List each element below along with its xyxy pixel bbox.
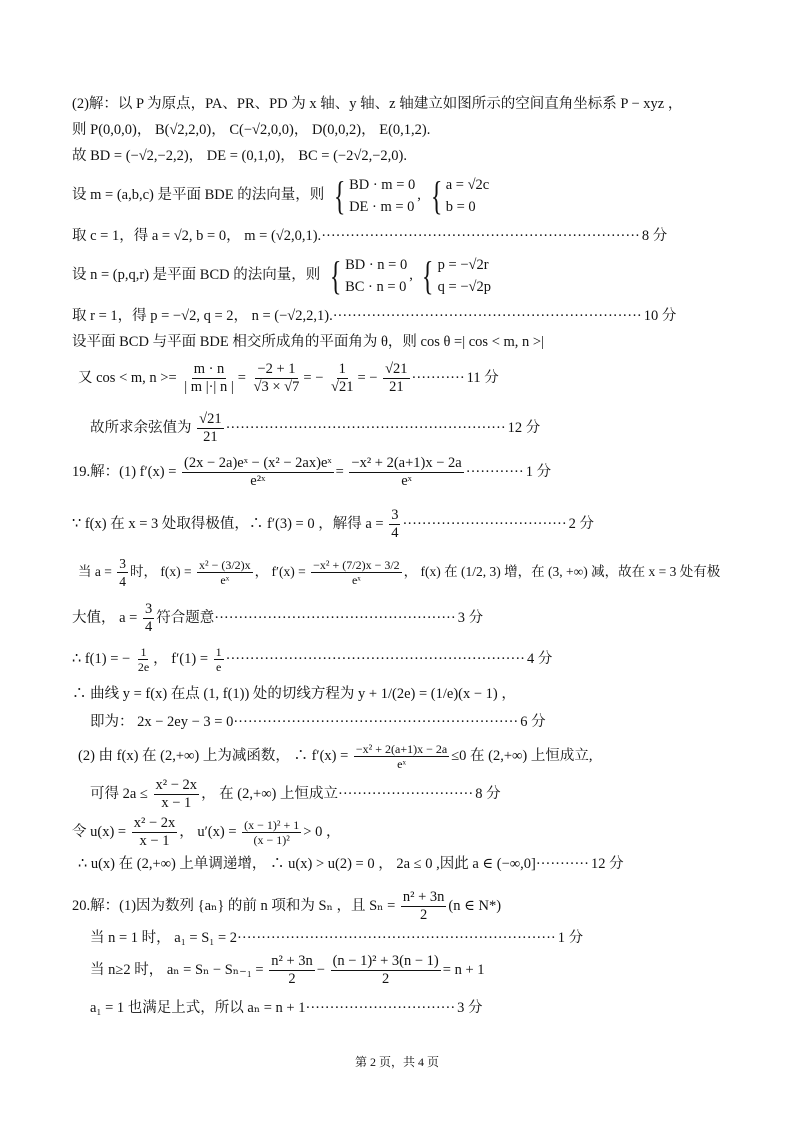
fraction (197, 411, 223, 446)
score-label: 12 分 (590, 856, 624, 872)
s18-line-4-text: 设 m = (a,b,c) 是平面 BDE 的法向量，则 (72, 187, 325, 203)
frac-den: 2 (420, 907, 428, 924)
s18-line-10: 故所求余弦值为 $\frac{√21}{21}$ ·························································· 12 分 (90, 411, 541, 446)
s19-line-3-text: f(x) = (160, 564, 192, 579)
s20-line-3-text: − (316, 962, 325, 978)
frac-den: eˣ (220, 573, 230, 588)
s20-line-4-text: a₁ = 1 也满足上式，所以 aₙ = n + 1 (90, 1000, 306, 1016)
s19-line-10-text: ， u′(x) = (179, 824, 237, 840)
fraction (401, 889, 447, 924)
frac-num: 1 (140, 645, 147, 660)
s20-line-1-text: 20.解：(1)因为数列 {aₙ} 的前 n 项和为 Sₙ ，且 Sₙ = (72, 898, 396, 914)
fraction (331, 953, 441, 988)
s20-line-1 (72, 886, 501, 926)
frac-den: √3 × √7 (253, 379, 300, 396)
score-label: 1 分 (525, 464, 552, 480)
frac-num: x² − (3/2)x (198, 558, 251, 573)
frac-den: eˣ (397, 757, 406, 772)
frac-num: (n − 1)² + 3(n − 1) (332, 953, 439, 970)
s18-line-3: 故 BD = (−√2,−2,2)， DE = (0,1,0)， BC = (−2√2,−2,0). (72, 148, 407, 164)
frac-num: −x² + 2(a+1)x − 2a (351, 455, 462, 472)
frac-num: 1 (215, 645, 222, 660)
s18-line-6: 设 n = (p,q,r) 是平面 BCD 的法向量，则 { BD · n = 0 BC · n = 0 , { p = −√2r q = −√2p (72, 252, 491, 298)
frac-num: n² + 3n (271, 953, 313, 970)
s19-line-4-text: 符合题意 (156, 610, 215, 626)
s18-line-5: 取 c = 1，得 a = √2, b = 0， m = (√2,0,1).·································································· 8 分 (72, 228, 668, 244)
score-label: 2 分 (568, 516, 595, 532)
frac-den: x − 1 (161, 795, 192, 812)
page-footer: 第 2 页，共 4 页 (354, 1055, 439, 1069)
frac-den: 2 (288, 971, 296, 988)
fraction (311, 558, 402, 587)
frac-num: −2 + 1 (257, 361, 296, 378)
s18-line-7-text: 取 r = 1，得 p = −√2, q = 2， n = (−√2,2,1). (72, 308, 333, 324)
fraction (242, 818, 301, 847)
frac-den: (x − 1)² (253, 833, 290, 848)
fraction (269, 953, 315, 988)
eq-row: DE · m = 0 (349, 198, 415, 215)
s19-line-9-text: ， 在 (2,+∞) 上恒成立 (201, 786, 338, 802)
frac-den: 2e (137, 660, 150, 675)
s19-line-11: ∴ u(x) 在 (2,+∞) 上单调递增， ∴ u(x) > u(2) = 0 ， 2a ≤ 0 ,因此 a ∈ (−∞,0]··········· 12 分 (78, 856, 624, 872)
frac-den: 4 (391, 525, 399, 542)
s18-line-10-text: 故所求余弦值为 (90, 420, 192, 436)
score-label: 8 分 (475, 786, 501, 802)
fraction (132, 815, 178, 850)
frac-num: √21 (199, 411, 222, 428)
s19-line-10 (72, 812, 340, 852)
s19-line-4: 大值， a = $\frac{3}{4}$ 符合题意·················································· 3 分 (72, 601, 484, 636)
score-label: 4 分 (527, 651, 553, 667)
s19-line-3 (78, 552, 720, 592)
frac-num: (2x − 2a)eˣ − (x² − 2ax)eˣ (184, 455, 332, 472)
s18-line-8: 设平面 BCD 与平面 BDE 相交所成角的平面角为 θ，则 cos θ =| cos < m, n >| (72, 334, 544, 350)
s20-line-2-text: 当 n = 1 时， a₁ = S₁ = 2 (90, 930, 238, 946)
s19-line-2-text: ∵ f(x) 在 x = 3 处取得极值，∴ f′(3) = 0 ，解得 a = (72, 516, 384, 532)
frac-num: −x² + (7/2)x − 3/2 (313, 558, 400, 573)
s20-line-3-text: 当 n≥2 时， aₙ = Sₙ − Sₙ₋₁ = (90, 962, 264, 978)
eq-row: BD · m = 0 (349, 176, 416, 193)
frac-den: | m |·| n | (184, 379, 234, 396)
s19-line-5: ∴ f(1) = − $\frac{1}{2e}$ ， f′(1) = $\frac{1}{e}$ ······························································ 4 分 (72, 645, 553, 675)
frac-den: eˣ (401, 473, 412, 490)
s19-line-2: ∵ f(x) 在 x = 3 处取得极值，∴ f′(3) = 0 ，解得 a = $\frac{3}{4}$ ·································· 2 分 (72, 507, 595, 542)
fraction (182, 361, 235, 396)
frac-den: 4 (119, 574, 126, 590)
s19-line-5-text: ∴ f(1) = − (72, 651, 131, 667)
s19-line-3-text: ， f′(x) = (254, 564, 306, 579)
frac-den: √21 (331, 379, 354, 396)
s18-line-9-text: 又 cos < m, n >= (78, 370, 177, 386)
fraction (117, 555, 128, 590)
s20-line-4: a₁ = 1 也满足上式，所以 aₙ = n + 1······························· 3 分 (90, 1000, 483, 1016)
s18-line-7: 取 r = 1，得 p = −√2, q = 2， n = (−√2,2,1).································································ 10 分 (72, 308, 677, 324)
s19-line-11-text: ∴ u(x) 在 (2,+∞) 上单调递增， ∴ u(x) > u(2) = 0 ， 2a ≤ 0 ,因此 a ∈ (−∞,0] (78, 856, 536, 872)
score-label: 10 分 (643, 308, 677, 324)
frac-den: 2 (382, 971, 390, 988)
s18-line-4: 设 m = (a,b,c) 是平面 BDE 的法向量，则 { BD · m = 0 DE · m = 0 , { a = √2c b = 0 (72, 172, 490, 218)
s20-line-2: 当 n = 1 时， a₁ = S₁ = 2·································································· 1 分 (90, 930, 584, 946)
eq-row: a = √2c (445, 176, 490, 193)
score-label: 12 分 (507, 420, 541, 436)
eq-row: BD · n = 0 (345, 256, 408, 273)
frac-num: (x − 1)² + 1 (244, 818, 300, 833)
s19-line-1: 19.解：(1) f′(x) = $\frac{\text{(2x − 2a)eˣ − (x² − 2ax)eˣ}}{\text{e²ˣ}}$ = $\frac{\text{−x² + 2(a+1)x − 2a}}{\text{eˣ}}$ ············ 1 分 (72, 455, 552, 490)
frac-num: m · n (193, 361, 225, 378)
score-label: 1 分 (557, 930, 584, 946)
fraction (354, 742, 449, 771)
eq-row: q = −√2p (437, 278, 491, 295)
s18-line-1: (2)解：以 P 为原点，PA、PR、PD 为 x 轴、y 轴、z 轴建立如图所示的空间直角坐标系 P − xyz ， (72, 96, 683, 112)
s19-line-9: 可得 2a ≤ $\frac{\text{x² − 2x}}{x - 1}$ ， 在 (2,+∞) 上恒成立···························· 8 分 (90, 777, 501, 812)
score-label: 8 分 (641, 228, 668, 244)
s19-line-3-text: ， f(x) 在 (1/2, 3) 增，在 (3, +∞) 减，故在 x = 3 处有极 (403, 564, 721, 579)
fraction (329, 361, 355, 396)
s19-line-8-text: ≤0 在 (2,+∞) 上恒成立, (451, 748, 593, 764)
s20-line-1-text: (n ∈ N*) (448, 898, 502, 914)
s19-line-10-text: 令 u(x) = (72, 824, 127, 840)
frac-den: eˣ (351, 573, 361, 588)
equation-system-1: { BD · m = 0 DE · m = 0 (333, 172, 416, 218)
frac-num: x² − 2x (133, 815, 176, 832)
fraction (383, 361, 409, 396)
s19-line-8-text: (2) 由 f(x) 在 (2,+∞) 上为减函数， ∴ f′(x) = (78, 748, 349, 764)
equation-system-3: { BD · n = 0 BC · n = 0 (329, 252, 408, 298)
fraction (182, 455, 334, 490)
score-label: 3 分 (457, 1000, 483, 1016)
frac-num: 3 (119, 556, 126, 572)
frac-den: 21 (389, 379, 404, 396)
s20-line-3-text: = n + 1 (442, 962, 485, 978)
s18-line-2: 则 P(0,0,0)， B(√2,2,0)， C(−√2,0,0)， D(0,0,2)， E(0,1,2). (72, 122, 431, 138)
s19-line-6: ∴ 曲线 y = f(x) 在点 (1, f(1)) 处的切线方程为 y + 1/(2e) = (1/e)(x − 1) ， (72, 686, 516, 702)
fraction (349, 455, 463, 490)
frac-num: n² + 3n (402, 889, 445, 906)
frac-num: √21 (385, 361, 408, 378)
frac-den: 21 (203, 429, 218, 446)
frac-num: 3 (391, 507, 399, 524)
fraction (389, 507, 400, 542)
s19-line-10-text: > 0 ， (303, 824, 341, 840)
score-label: 11 分 (466, 370, 499, 386)
fraction (197, 558, 253, 587)
frac-den: x − 1 (139, 833, 170, 850)
s19-line-9-text: 可得 2a ≤ (90, 786, 148, 802)
frac-den: e²ˣ (250, 473, 266, 490)
frac-den: e (215, 660, 222, 675)
s18-line-5-text: 取 c = 1，得 a = √2, b = 0， m = (√2,0,1). (72, 228, 322, 244)
fraction (154, 777, 200, 812)
eq-row: p = −√2r (437, 256, 489, 273)
equation-system-4: { p = −√2r q = −√2p (422, 252, 491, 298)
s19-line-3-text: 当 a = (78, 564, 112, 579)
eq-row: BC · n = 0 (345, 278, 407, 295)
eq-row: b = 0 (445, 198, 476, 215)
score-label: 6 分 (520, 714, 546, 730)
fraction (252, 361, 302, 396)
s19-line-4-text: 大值， a = (72, 610, 138, 626)
fraction (136, 645, 151, 674)
frac-den: 4 (145, 619, 153, 636)
s19-line-5-text: ， f′(1) = (153, 651, 208, 667)
s19-line-7: 即为： 2x − 2ey − 3 = 0··························································· 6 分 (90, 714, 546, 730)
s19-line-8 (78, 736, 592, 776)
frac-num: −x² + 2(a+1)x − 2a (355, 742, 448, 757)
s18-line-6-text: 设 n = (p,q,r) 是平面 BCD 的法向量，则 (72, 267, 321, 283)
frac-num: 1 (338, 361, 346, 378)
s18-line-9: 又 cos < m, n >= $\frac{m \cdot n}{| m |\cdot| n |}$ = $\frac{-2 + 1}{√3 \times √7}$ = − $\frac{1}{√21}$ = − $\frac{√21}{21}$ ··········· 11 分 (78, 361, 499, 396)
fraction (143, 601, 154, 636)
score-label: 3 分 (457, 610, 484, 626)
equation-system-2: { a = √2c b = 0 (430, 172, 490, 218)
s19-line-7-text: 即为： 2x − 2ey − 3 = 0 (90, 714, 234, 730)
s20-line-3 (90, 948, 485, 992)
fraction (214, 645, 224, 674)
s19-line-1-text: 19.解：(1) f′(x) = (72, 464, 177, 480)
frac-num: 3 (145, 601, 153, 618)
frac-num: x² − 2x (155, 777, 198, 794)
s19-line-3-text: 时， (129, 564, 157, 579)
